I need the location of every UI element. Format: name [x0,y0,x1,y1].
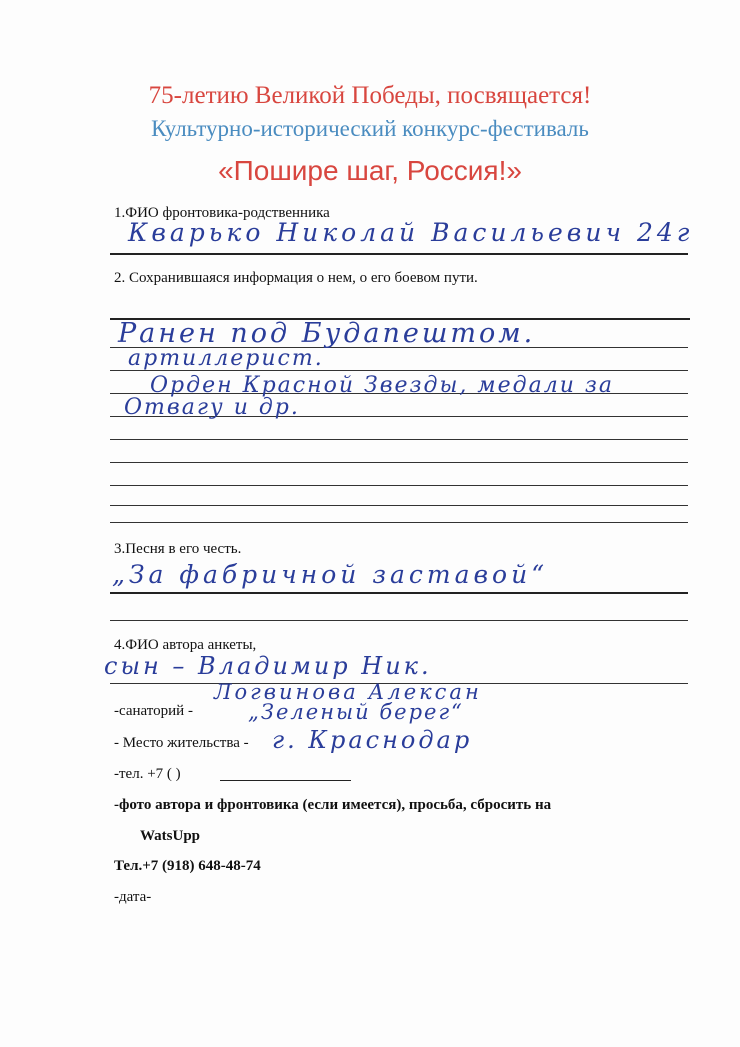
whatsapp-label: WatsUpp [140,828,201,844]
date-label: -дата- [114,889,152,905]
sanatorium-label: -санаторий - [114,703,193,719]
festival-name: «Пошире шаг, Россия!» [218,155,522,186]
q2-label: 2. Сохранившаяся информация о нем, о его боевом пути. [114,270,478,286]
q1-label: 1.ФИО фронтовика-родственника [114,205,330,221]
phone-label: -тел. +7 ( ) [114,766,181,782]
q2-line-8 [110,485,688,486]
q2-line-10 [110,522,688,523]
q1-line [110,253,688,255]
contact-phone: Тел.+7 (918) 648-48-74 [114,858,261,874]
q2-answer-line-3: Орден Красной Звезды, медали за [150,373,614,398]
residence-label: - Место жительства - [114,735,249,751]
phone-blank-line [220,780,351,781]
q3-answer: „За фабричной заставой“ [112,560,548,589]
q2-answer-line-4: Отвагу и др. [124,395,300,420]
q3-line-2 [110,620,688,621]
q4-answer-2: Логвинова Алексан [214,680,482,704]
q3-line-1 [110,592,688,594]
q2-answer-line-1: Ранен под Будапештом. [118,318,536,349]
q4-answer-1: сын – Владимир Ник. [104,652,432,680]
q3-label: 3.Песня в его честь. [114,541,242,557]
q2-line-9 [110,505,688,506]
residence-answer: г. Краснодар [272,726,473,754]
sanatorium-answer: „Зеленый берег“ [248,700,464,724]
q1-answer: Кварько Николай Васильевич 24г [128,218,694,247]
q2-line-6 [110,439,688,440]
photo-request-note: -фото автора и фронтовика (если имеется), просьба, сбросить на [114,797,552,813]
q2-answer-line-2: артиллерист. [128,346,324,371]
festival-subheading: Культурно-исторический конкурс-фестиваль [151,116,589,141]
dedication-heading: 75-летию Великой Победы, посвящается! [148,82,592,109]
q2-line-7 [110,462,688,463]
q4-label: 4.ФИО автора анкеты, [114,637,257,653]
